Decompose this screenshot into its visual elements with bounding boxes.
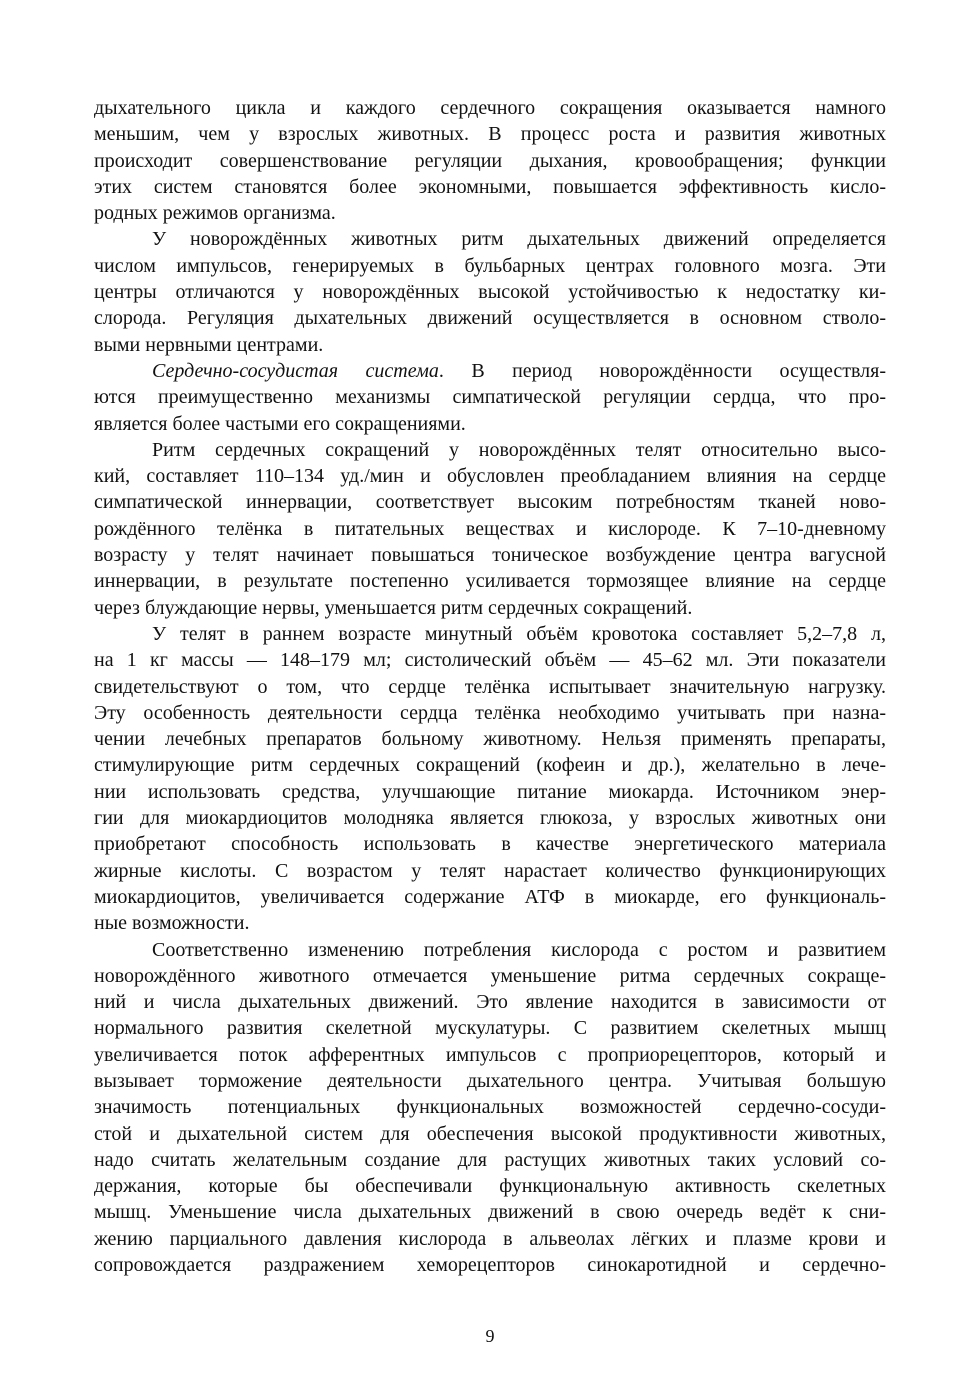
text-line: ются преимущественно механизмы симпатической регуляции сердца, что про- (94, 386, 886, 409)
text-line: слорода. Регуляция дыхательных движений осуществляется в основном стволо- (94, 307, 886, 330)
text-line: стой и дыхательной систем для обеспечения высокой продуктивности животных, (94, 1122, 886, 1145)
text-line: мышц. Уменьшение числа дыхательных движений в свою очередь ведёт к сни- (94, 1201, 886, 1224)
text-line: через блуждающие нервы, уменьшается ритм сердечных сокращений. (94, 596, 693, 619)
text-line: стимулирующие ритм сердечных сокращений (кофеин и др.), желательно в лече- (94, 754, 886, 777)
text-line: нормального развития скелетной мускулатуры. С развитием скелетных мышц (94, 1017, 886, 1040)
text-line: новорождённого животного отмечается уменьшение ритма сердечных сокраще- (94, 964, 886, 987)
paragraph (94, 621, 886, 937)
body-text (94, 95, 886, 1278)
text-line: вызывает торможение деятельности дыхательного центра. Учитывая большую (94, 1069, 886, 1092)
text-line: Соответственно изменению потребления кислорода с ростом и развитием (152, 938, 886, 961)
text-line: чении лечебных препаратов больному животному. Нельзя применять препараты, (94, 728, 886, 751)
text-line: центры отличаются у новорождённых высокой устойчивостью к недостатку ки- (94, 281, 886, 304)
section-heading-italic: Сердечно-сосудистая система (152, 359, 439, 382)
paragraph (94, 358, 886, 437)
text-line: надо считать желательным создание для растущих животных таких условий со- (94, 1148, 886, 1171)
text-line: рождённого телёнка в питательных веществах и кислороде. К 7–10-дневному (94, 517, 886, 540)
text-line: жирные кислоты. С возрастом у телят нарастает количество функционирующих (94, 859, 886, 882)
text-line: возрасту у телят начинает повышаться тоническое возбуждение центра вагусной (94, 544, 886, 567)
paragraph (94, 226, 886, 357)
page-number: 9 (485, 1326, 495, 1346)
paragraph (94, 937, 886, 1279)
text-line: жению парциального давления кислорода в альвеолах лёгких и плазме крови и (94, 1227, 886, 1250)
text-line: дыхательного цикла и каждого сердечного сокращения оказывается намного (94, 97, 886, 119)
text-line: ные возможности. (94, 912, 250, 935)
text-line: этих систем становятся более экономными, повышается эффективность кисло- (94, 175, 886, 198)
text-line (94, 358, 886, 384)
text-line: приобретают способность использовать в качестве энергетического материала (94, 833, 886, 856)
text-line: увеличивается поток афферентных импульсов с проприорецепторов, который и (94, 1043, 886, 1066)
text-line-rest: . В период новорождённости осуществля- (438, 359, 886, 382)
text-line: Эту особенность деятельности сердца телёнка необходимо учитывать при назна- (94, 701, 886, 724)
text-line: выми нервными центрами. (94, 333, 324, 356)
text-line: является более частыми его сокращениями. (94, 412, 466, 435)
text-line: иннервации, в результате постепенно усиливается тормозящее влияние на сердце (94, 570, 886, 593)
text-line: держания, которые бы обеспечивали функциональную активность скелетных (94, 1175, 886, 1198)
text-line: свидетельствуют о том, что сердце телёнка испытывает значительную нагрузку. (94, 675, 886, 698)
text-line: родных режимов организма. (94, 202, 336, 225)
text-line: на 1 кг массы — 148–179 мл; систолический объём — 45–62 мл. Эти показатели (94, 649, 886, 672)
text-line: числом импульсов, генерируемых в бульбарных центрах головного мозга. Эти (94, 254, 886, 277)
text-line: ний и числа дыхательных движений. Это явление находится в зависимости от (94, 991, 886, 1014)
paragraph (94, 95, 886, 226)
text-line: Ритм сердечных сокращений у новорождённых телят относительно высо- (152, 438, 886, 461)
text-line: симпатической иннервации, соответствует высоким потребностям тканей ново- (94, 491, 886, 514)
text-line: меньшим, чем у взрослых животных. В процесс роста и развития животных (94, 123, 886, 146)
text-line: кий, составляет 110–134 уд./мин и обусловлен преобладанием влияния на сердце (94, 465, 886, 488)
text-line: гии для миокардиоцитов молодняка является глюкоза, у взрослых животных они (94, 807, 886, 830)
paragraph (94, 437, 886, 621)
text-line: сопровождается раздражением хеморецепторов синокаротидной и сердечно- (94, 1254, 886, 1277)
text-line: происходит совершенствование регуляции дыхания, кровообращения; функции (94, 149, 886, 172)
text-line: У новорождённых животных ритм дыхательных движений определяется (152, 228, 886, 251)
text-line: У телят в раннем возрасте минутный объём кровотока составляет 5,2–7,8 л, (152, 622, 886, 645)
text-line: миокардиоцитов, увеличивается содержание АТФ в миокарде, его функциональ- (94, 885, 886, 908)
text-line: значимость потенциальных функциональных возможностей сердечно-сосуди- (94, 1096, 886, 1119)
text-line: нии использовать средства, улучшающие питание миокарда. Источником энер- (94, 780, 886, 803)
